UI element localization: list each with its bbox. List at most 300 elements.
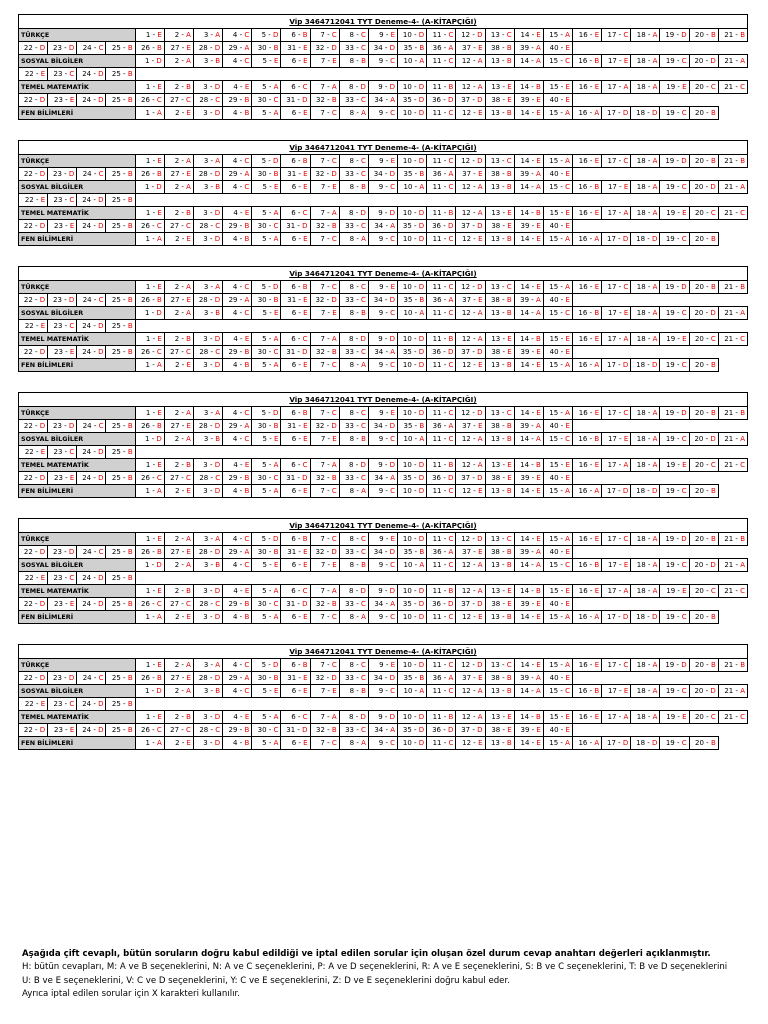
empty-cell [660, 346, 689, 359]
answer-cell: 25 - B [106, 94, 135, 107]
empty-cell [631, 546, 660, 559]
answer-cell: 33 - C [339, 598, 368, 611]
empty-cell [514, 698, 543, 711]
answer-cell: 1 - A [135, 485, 164, 498]
answer-cell: 11 - C [427, 181, 456, 194]
answer-cell: 33 - C [339, 294, 368, 307]
empty-cell [689, 472, 718, 485]
answer-letter: D [156, 56, 162, 65]
answer-cell: 38 - B [485, 420, 514, 433]
answer-letter: C [623, 30, 629, 39]
answer-letter: C [186, 347, 191, 356]
answer-letter: C [448, 182, 454, 191]
answer-letter: C [302, 82, 308, 91]
answer-cell: 20 - D [689, 181, 718, 194]
answer-cell: 8 - C [339, 155, 368, 168]
answer-letter: C [215, 221, 221, 230]
answer-cell: 8 - D [339, 207, 368, 220]
answer-cell: 13 - C [485, 659, 514, 672]
empty-cell [602, 294, 631, 307]
answer-cell: 39 - A [514, 672, 543, 685]
answer-letter: A [565, 282, 570, 291]
section-row [19, 81, 748, 94]
answer-letter: B [186, 208, 191, 217]
answer-cell: 5 - D [252, 155, 281, 168]
answer-letter: B [244, 234, 250, 243]
answer-cell: 16 - A [572, 737, 601, 750]
answer-cell: 15 - A [543, 29, 572, 42]
answer-cell: 37 - E [456, 672, 485, 685]
answer-cell: 29 - B [223, 346, 252, 359]
answer-cell: 36 - D [427, 94, 456, 107]
answer-letter: E [536, 408, 541, 417]
answer-cell: 16 - A [572, 107, 601, 120]
answer-letter: E [186, 169, 191, 178]
special-case-notes [22, 948, 752, 1002]
answer-letter: D [273, 408, 279, 417]
answer-letter: D [360, 712, 366, 721]
answer-cell: 11 - B [427, 711, 456, 724]
answer-letter: D [389, 334, 396, 343]
empty-cell [135, 194, 164, 207]
answer-cell: 14 - B [514, 81, 543, 94]
answer-letter: D [389, 586, 396, 595]
answer-letter: C [565, 182, 570, 191]
answer-cell: 33 - C [339, 346, 368, 359]
answer-cell: 19 - C [660, 55, 689, 68]
answer-cell: 4 - C [223, 559, 252, 572]
answer-letter: E [390, 282, 396, 291]
answer-letter: D [447, 725, 454, 734]
answer-cell: 9 - C [368, 737, 397, 750]
answer-letter: D [39, 295, 46, 304]
answer-letter: A [477, 82, 483, 91]
answer-cell: 10 - D [398, 333, 427, 346]
answer-cell: 9 - E [368, 155, 397, 168]
answer-cell: 2 - A [164, 29, 193, 42]
answer-cell: 10 - A [398, 559, 427, 572]
answer-cell: 16 - E [572, 659, 601, 672]
answer-cell: 18 - D [631, 485, 660, 498]
answer-letter: D [447, 599, 454, 608]
answer-cell: 10 - D [398, 533, 427, 546]
answer-letter: D [477, 534, 483, 543]
answer-letter: C [302, 460, 308, 469]
answer-letter: E [507, 460, 512, 469]
section-row [19, 359, 748, 372]
answer-letter: D [214, 586, 221, 595]
answer-cell: 16 - A [572, 611, 601, 624]
answer-letter: B [127, 347, 133, 356]
answer-cell: 15 - C [543, 559, 572, 572]
answer-letter: A [331, 334, 337, 343]
answer-cell: 1 - E [135, 585, 164, 598]
empty-cell [456, 194, 485, 207]
answer-letter: E [594, 586, 600, 595]
answer-cell: 24 - D [77, 472, 106, 485]
answer-cell: 24 - D [77, 724, 106, 737]
answer-letter: C [506, 282, 512, 291]
answer-cell: 10 - D [398, 207, 427, 220]
answer-letter: C [244, 30, 250, 39]
answer-letter: E [594, 534, 600, 543]
section-row [19, 207, 748, 220]
answer-letter: E [186, 673, 191, 682]
section-label: FEN BİLİMLERİ [19, 359, 136, 372]
answer-letter: E [623, 434, 629, 443]
empty-cell [602, 446, 631, 459]
section-row [19, 233, 748, 246]
answer-letter: B [506, 182, 512, 191]
answer-cell: 26 - C [135, 220, 164, 233]
answer-cell: 27 - E [164, 546, 193, 559]
answer-letter: C [244, 408, 250, 417]
answer-letter: C [244, 560, 250, 569]
answer-letter: C [156, 725, 162, 734]
answer-cell: 22 - D [19, 346, 48, 359]
answer-cell: 6 - B [281, 407, 310, 420]
empty-cell [281, 320, 310, 333]
answer-letter: B [361, 434, 366, 443]
answer-cell: 26 - B [135, 168, 164, 181]
answer-cell: 24 - D [77, 194, 106, 207]
answer-letter: B [710, 234, 716, 243]
answer-cell: 28 - C [193, 94, 222, 107]
answer-cell: 16 - E [572, 29, 601, 42]
answer-letter: E [157, 586, 162, 595]
answer-letter: E [273, 686, 279, 695]
answer-letter: B [710, 612, 716, 621]
empty-cell [660, 672, 689, 685]
answer-letter: C [681, 108, 687, 117]
answer-letter: D [39, 547, 46, 556]
answer-cell: 6 - E [281, 55, 310, 68]
answer-letter: C [390, 434, 396, 443]
answer-letter: C [302, 712, 308, 721]
answer-letter: D [418, 95, 425, 104]
answer-letter: E [565, 95, 570, 104]
answer-letter: D [622, 738, 629, 747]
answer-cell: 16 - E [572, 459, 601, 472]
answer-letter: C [390, 182, 396, 191]
answer-cell: 15 - A [543, 485, 572, 498]
answer-cell: 14 - B [514, 333, 543, 346]
empty-cell [368, 446, 397, 459]
answer-letter: B [331, 95, 337, 104]
answer-letter: C [215, 95, 221, 104]
answer-letter: A [652, 408, 658, 417]
answer-cell: 15 - C [543, 307, 572, 320]
section-row-continued [19, 194, 748, 207]
answer-cell: 1 - E [135, 29, 164, 42]
answer-letter: C [186, 95, 191, 104]
answer-cell: 11 - C [427, 29, 456, 42]
answer-cell: 19 - C [660, 559, 689, 572]
answer-cell: 6 - E [281, 737, 310, 750]
answer-cell: 4 - B [223, 233, 252, 246]
answer-letter: A [273, 712, 279, 721]
answer-cell: 18 - A [631, 81, 660, 94]
answer-cell: 23 - D [48, 420, 77, 433]
answer-letter: A [623, 334, 629, 343]
answer-letter: E [157, 208, 162, 217]
answer-cell: 5 - D [252, 533, 281, 546]
answer-cell: 3 - D [193, 585, 222, 598]
answer-cell: 36 - D [427, 598, 456, 611]
answer-cell: 34 - A [368, 472, 397, 485]
empty-cell [572, 420, 601, 433]
answer-letter: B [536, 460, 541, 469]
answer-cell: 19 - E [660, 459, 689, 472]
answer-cell: 14 - B [514, 711, 543, 724]
answer-cell: 12 - D [456, 155, 485, 168]
answer-letter: C [740, 208, 745, 217]
empty-cell [631, 194, 660, 207]
answer-letter: E [536, 282, 541, 291]
answer-letter: C [710, 712, 716, 721]
answer-cell: 12 - D [456, 659, 485, 672]
answer-cell: 15 - A [543, 155, 572, 168]
answer-letter: C [710, 208, 716, 217]
answer-cell: 5 - E [252, 433, 281, 446]
answer-letter: B [156, 169, 162, 178]
answer-letter: E [565, 221, 570, 230]
empty-cell [602, 194, 631, 207]
answer-cell: 6 - E [281, 233, 310, 246]
empty-cell [514, 194, 543, 207]
answer-letter: E [507, 347, 512, 356]
answer-cell: 23 - D [48, 672, 77, 685]
answer-letter: E [478, 108, 483, 117]
answer-cell: 8 - D [339, 459, 368, 472]
empty-cell [193, 572, 222, 585]
answer-cell: 3 - D [193, 107, 222, 120]
answer-cell: 10 - D [398, 585, 427, 598]
answer-cell: 13 - E [485, 333, 514, 346]
answer-cell: 19 - D [660, 533, 689, 546]
answer-letter: D [389, 712, 396, 721]
empty-cell [485, 572, 514, 585]
answer-letter: A [565, 30, 570, 39]
answer-cell: 36 - A [427, 168, 456, 181]
answer-letter: D [331, 169, 337, 178]
section-row [19, 407, 748, 420]
empty-cell [572, 168, 601, 181]
answer-letter: A [448, 295, 454, 304]
answer-letter: A [594, 738, 600, 747]
answer-letter: E [565, 712, 570, 721]
answer-letter: A [390, 599, 396, 608]
answer-letter: C [331, 408, 337, 417]
answer-cell: 18 - A [631, 29, 660, 42]
answer-cell: 28 - D [193, 42, 222, 55]
answer-letter: E [536, 599, 541, 608]
empty-cell [485, 446, 514, 459]
answer-letter: D [214, 82, 221, 91]
answer-cell: 34 - D [368, 294, 397, 307]
empty-cell [368, 194, 397, 207]
answer-letter: B [710, 534, 716, 543]
answer-cell: 5 - A [252, 485, 281, 498]
answer-cell: 23 - E [48, 598, 77, 611]
section-row-continued [19, 346, 748, 359]
answer-letter: A [215, 30, 221, 39]
answer-letter: B [710, 738, 716, 747]
answer-letter: D [68, 43, 75, 52]
answer-letter: C [156, 347, 162, 356]
answer-letter: D [418, 586, 425, 595]
answer-letter: D [418, 30, 425, 39]
answer-cell: 2 - A [164, 559, 193, 572]
answer-cell: 10 - D [398, 485, 427, 498]
answer-cell: 19 - C [660, 611, 689, 624]
answer-letter: D [98, 195, 104, 204]
answer-letter: B [186, 82, 191, 91]
answer-cell: 23 - D [48, 168, 77, 181]
answer-letter: E [507, 95, 512, 104]
answer-cell: 5 - E [252, 181, 281, 194]
answer-cell: 29 - B [223, 472, 252, 485]
answer-letter: B [448, 586, 454, 595]
answer-cell: 38 - E [485, 472, 514, 485]
empty-cell [660, 572, 689, 585]
answer-cell: 29 - B [223, 724, 252, 737]
answer-letter: D [418, 82, 425, 91]
answer-letter: C [244, 308, 250, 317]
answer-letter: C [448, 156, 454, 165]
answer-letter: B [127, 321, 133, 330]
section-row-continued [19, 320, 748, 333]
answer-cell: 5 - A [252, 459, 281, 472]
answer-cell: 9 - C [368, 433, 397, 446]
answer-letter: B [740, 408, 745, 417]
empty-cell [602, 420, 631, 433]
empty-cell [339, 194, 368, 207]
section-row [19, 155, 748, 168]
empty-cell [164, 698, 193, 711]
answer-letter: E [565, 599, 570, 608]
answer-cell: 8 - A [339, 233, 368, 246]
answer-letter: B [506, 56, 512, 65]
answer-cell: 14 - E [514, 29, 543, 42]
answer-cell: 18 - A [631, 711, 660, 724]
answer-cell: 2 - B [164, 711, 193, 724]
answer-letter: C [156, 473, 162, 482]
answer-cell: 26 - B [135, 420, 164, 433]
answer-cell: 32 - D [310, 168, 339, 181]
empty-cell [339, 698, 368, 711]
answer-letter: C [360, 347, 366, 356]
answer-letter: C [623, 156, 629, 165]
answer-cell: 34 - D [368, 168, 397, 181]
answer-cell: 20 - B [689, 407, 718, 420]
answer-cell: 1 - D [135, 433, 164, 446]
answer-letter: D [418, 725, 425, 734]
empty-cell [718, 598, 747, 611]
answer-letter: D [156, 686, 162, 695]
empty-cell [689, 598, 718, 611]
answer-letter: A [536, 295, 541, 304]
answer-cell: 17 - C [602, 407, 631, 420]
empty-cell [223, 320, 252, 333]
answer-cell: 20 - B [689, 611, 718, 624]
answer-letter: A [652, 686, 658, 695]
answer-cell: 25 - B [106, 194, 135, 207]
answer-cell: 38 - B [485, 672, 514, 685]
answer-cell: 30 - C [252, 220, 281, 233]
answer-cell: 25 - B [106, 672, 135, 685]
answer-cell: 25 - B [106, 546, 135, 559]
answer-letter: B [361, 56, 366, 65]
answer-letter: A [244, 547, 250, 556]
answer-letter: A [273, 82, 279, 91]
answer-letter: C [710, 586, 716, 595]
answer-letter: A [390, 221, 396, 230]
answer-cell: 8 - B [339, 685, 368, 698]
answer-letter: D [652, 234, 658, 243]
answer-cell: 24 - C [77, 294, 106, 307]
answer-key-block [18, 644, 748, 750]
section-row [19, 281, 748, 294]
answer-cell: 22 - E [19, 68, 48, 81]
answer-cell: 12 - D [456, 407, 485, 420]
answer-cell: 11 - C [427, 233, 456, 246]
answer-cell: 24 - D [77, 94, 106, 107]
section-row-continued [19, 546, 748, 559]
answer-letter: E [69, 347, 75, 356]
answer-letter: B [740, 282, 745, 291]
answer-cell: 9 - D [368, 711, 397, 724]
answer-letter: A [652, 30, 658, 39]
answer-letter: A [273, 208, 279, 217]
answer-letter: A [536, 673, 541, 682]
answer-letter: B [127, 447, 133, 456]
answer-letter: E [565, 82, 570, 91]
section-label: SOSYAL BİLGİLER [19, 559, 136, 572]
answer-cell: 4 - C [223, 307, 252, 320]
answer-letter: C [302, 208, 308, 217]
answer-letter: D [302, 725, 308, 734]
answer-cell: 31 - D [281, 220, 310, 233]
answer-cell: 24 - D [77, 220, 106, 233]
answer-letter: E [186, 421, 191, 430]
answer-cell: 5 - A [252, 359, 281, 372]
answer-letter: E [507, 82, 512, 91]
answer-letter: B [710, 282, 716, 291]
answer-cell: 2 - A [164, 55, 193, 68]
answer-letter: C [623, 282, 629, 291]
empty-cell [485, 194, 514, 207]
answer-letter: D [389, 169, 396, 178]
section-row [19, 611, 748, 624]
answer-letter: D [156, 560, 162, 569]
answer-cell: 7 - A [310, 333, 339, 346]
answer-letter: B [302, 156, 308, 165]
answer-letter: B [215, 686, 221, 695]
answer-letter: A [477, 56, 483, 65]
answer-letter: A [565, 612, 570, 621]
answer-letter: A [740, 560, 745, 569]
answer-letter: C [331, 108, 337, 117]
answer-cell: 39 - E [514, 598, 543, 611]
answer-letter: A [536, 308, 541, 317]
answer-cell: 8 - A [339, 359, 368, 372]
answer-cell: 38 - E [485, 94, 514, 107]
answer-letter: C [448, 308, 454, 317]
answer-letter: B [506, 686, 512, 695]
answer-cell: 22 - D [19, 94, 48, 107]
answer-letter: D [622, 612, 629, 621]
